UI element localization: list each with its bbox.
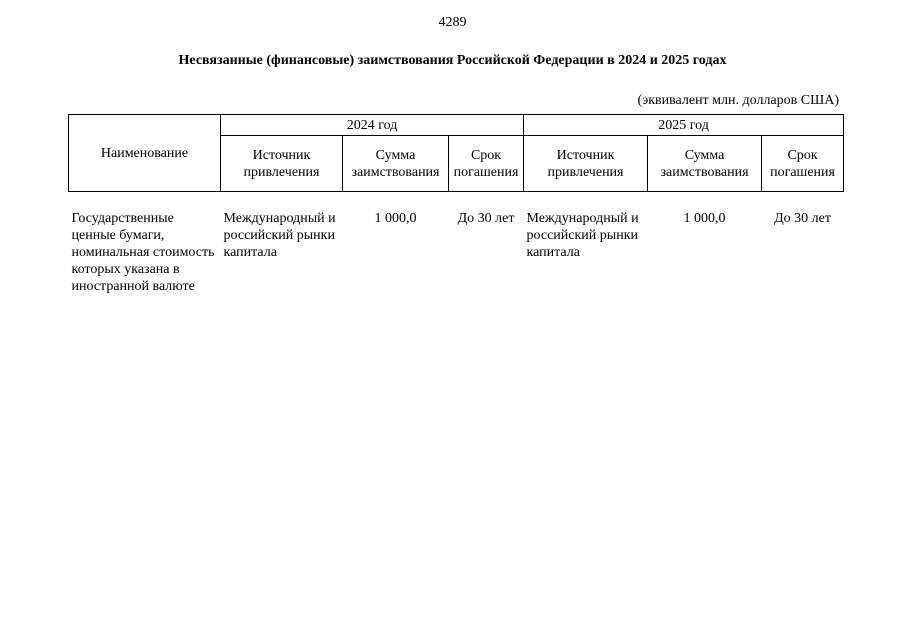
header-name: Наименование [69, 115, 221, 192]
header-term-2024: Срок погашения [449, 136, 524, 192]
document-title: Несвязанные (финансовые) заимствования Российской Федерации в 2024 и 2025 годах [178, 53, 727, 68]
header-amount-2024: Сумма заимствования [343, 136, 449, 192]
source-2024: Международный и российский рынки капитала [223, 211, 336, 260]
table-row [69, 192, 844, 411]
term-2024: До 30 лет [457, 211, 515, 226]
amount-2024: 1 000,0 [374, 211, 417, 226]
header-source-2025: Источник привлечения [524, 136, 648, 192]
units-note: (эквивалент млн. долларов США) [637, 93, 839, 108]
amount-2025: 1 000,0 [683, 211, 726, 226]
source-2025: Международный и российский рынки капитала [526, 211, 639, 260]
row-name: Государственные ценные бумаги, номинальная стоимость которых указана в иностранной валюте [71, 211, 215, 294]
header-year-2024: 2024 год [221, 115, 524, 136]
header-row-years [69, 115, 844, 136]
term-2025: До 30 лет [774, 211, 831, 226]
header-amount-2025: Сумма заимствования [648, 136, 762, 192]
header-source-2024: Источник привлечения [221, 136, 343, 192]
header-term-2025: Срок погашения [762, 136, 844, 192]
header-year-2025: 2025 год [524, 115, 844, 136]
page-number: 4289 [438, 15, 467, 30]
borrowings-table [68, 114, 844, 410]
